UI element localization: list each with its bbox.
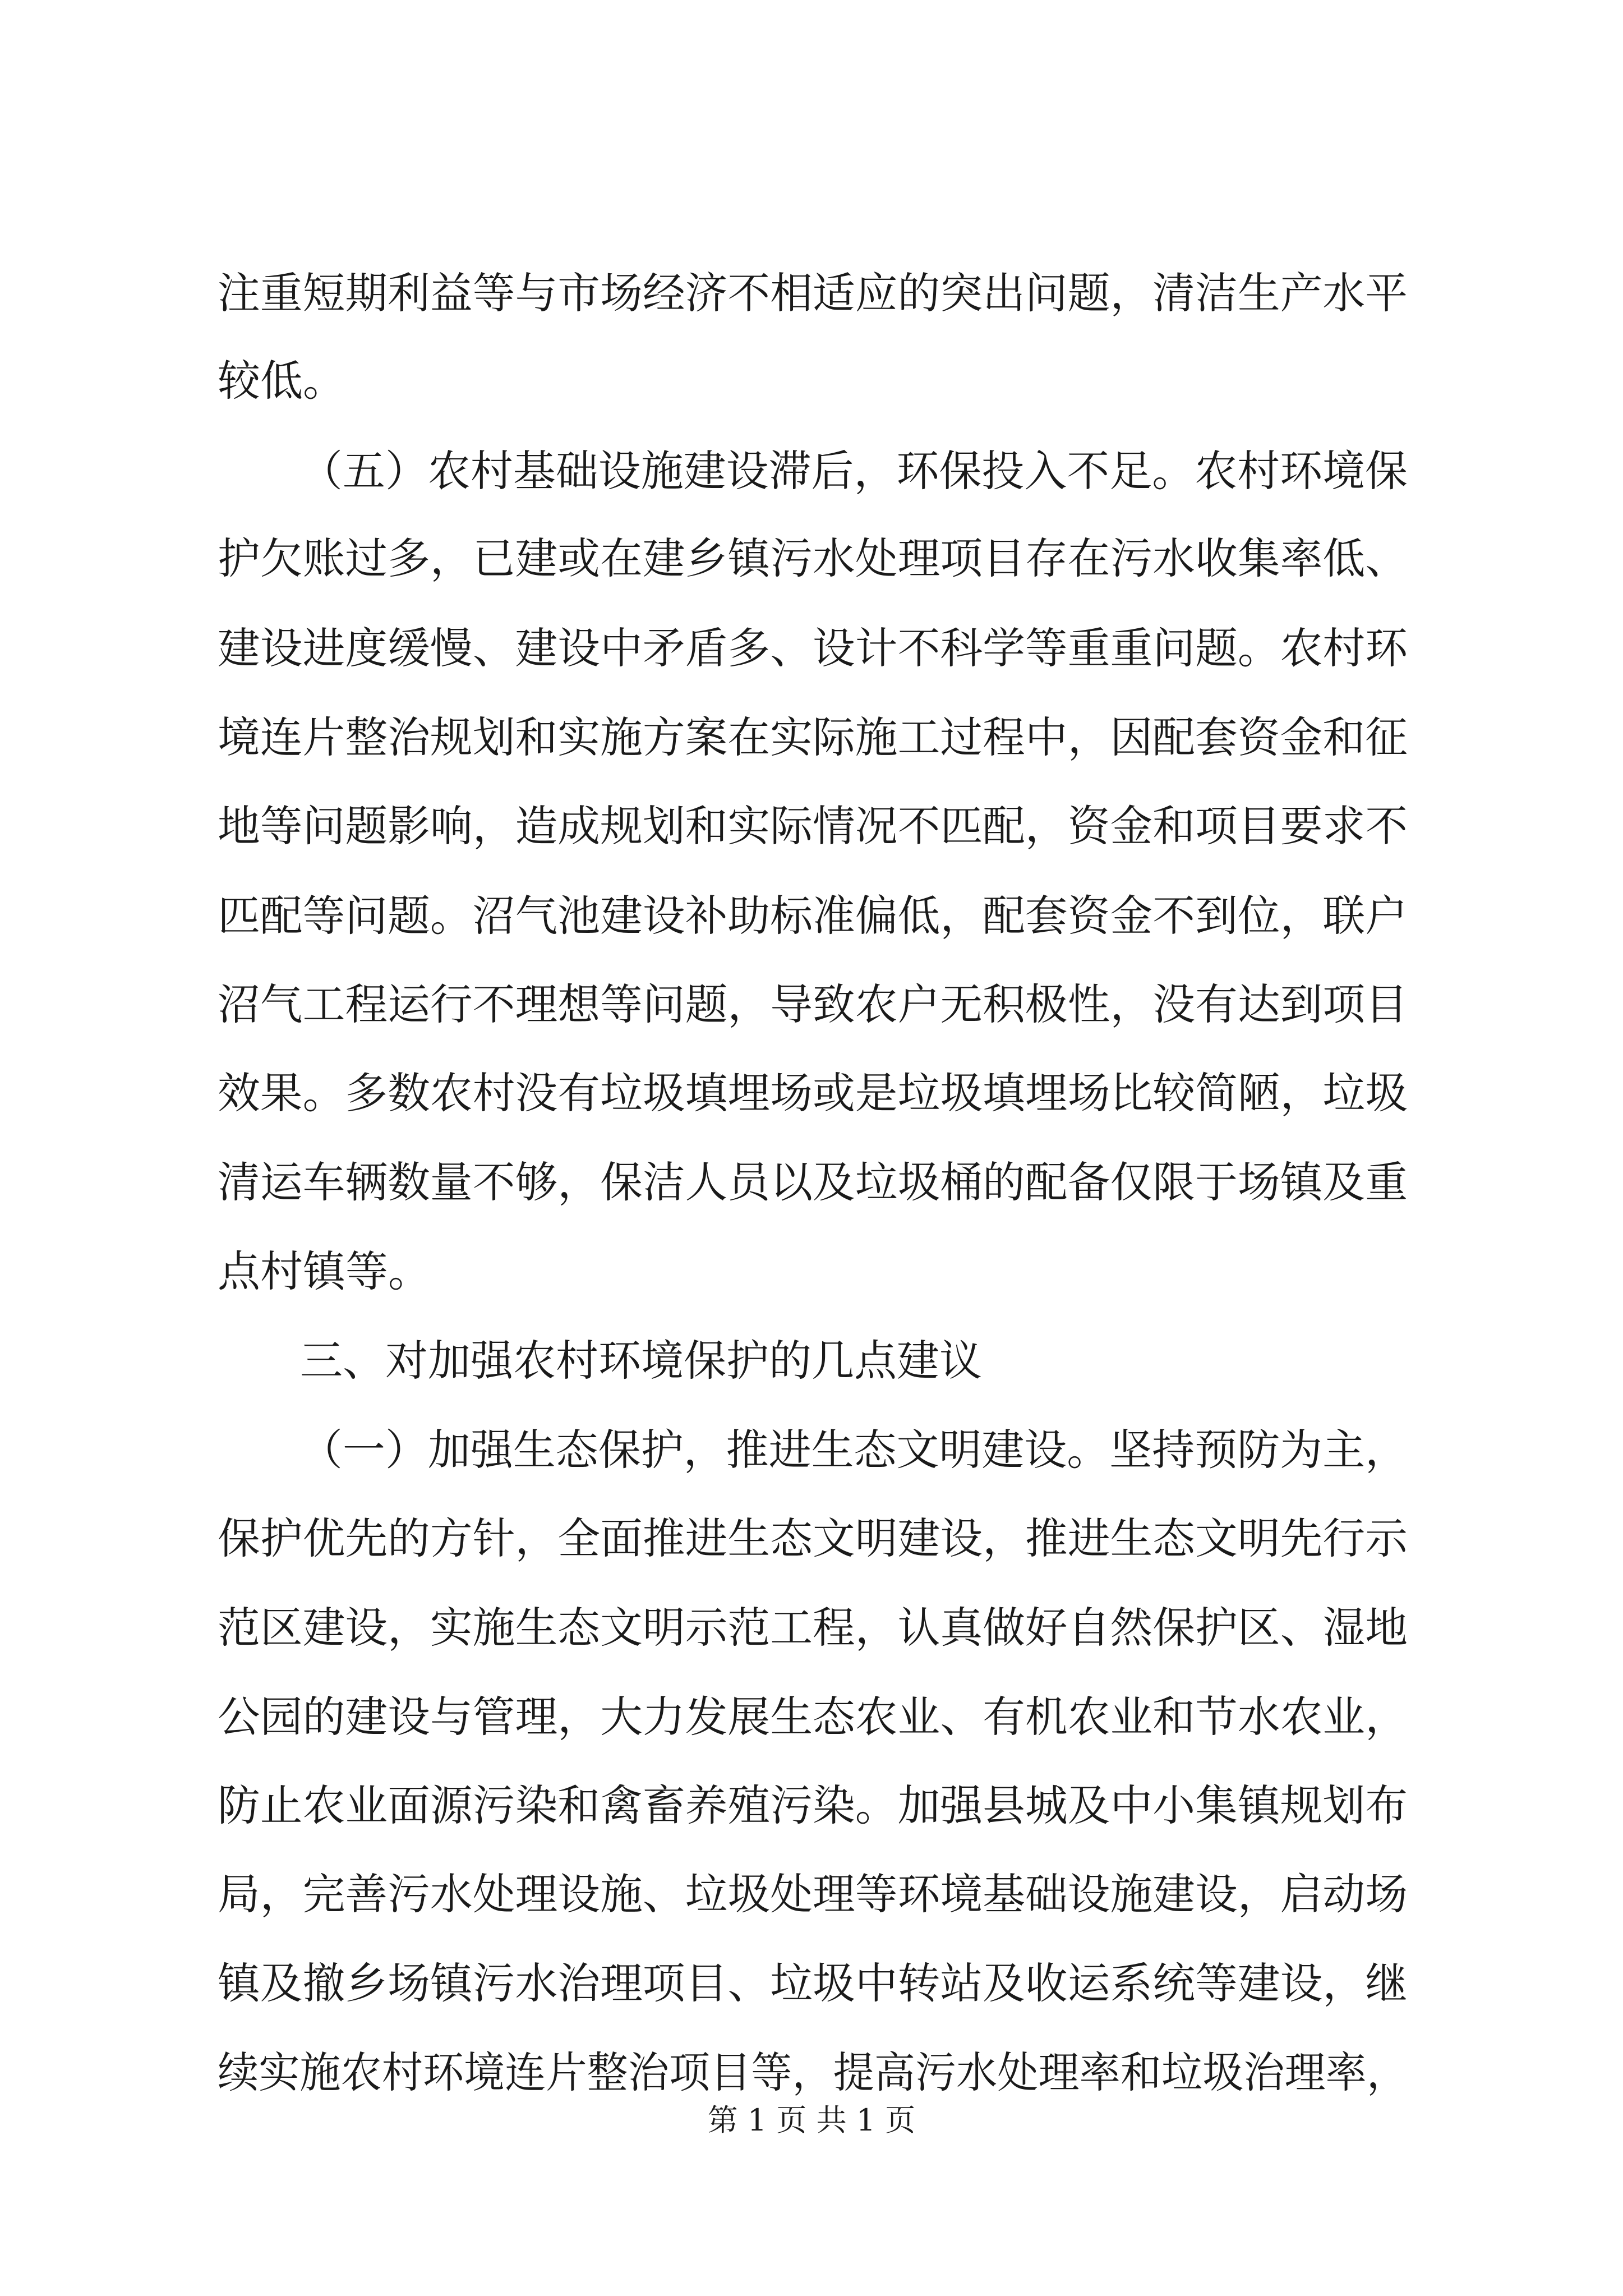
text-line: 局，完善污水处理设施、垃圾处理等环境基础设施建设，启动场 (218, 1869, 1408, 1919)
section-heading: 三、对加强农村环境保护的几点建议 (300, 1336, 982, 1386)
paragraph-heading-1: （一）加强生态保护，推进生态文明建设。坚持预防为主， (300, 1425, 1408, 1475)
text-line: 匹配等问题。沼气池建设补助标准偏低，配套资金不到位，联户 (218, 891, 1408, 941)
text-line: 建设进度缓慢、建设中矛盾多、设计不科学等重重问题。农村环 (218, 623, 1408, 673)
text-line: 保护优先的方针，全面推进生态文明建设，推进生态文明先行示 (218, 1513, 1408, 1563)
paragraph-heading-5: （五）农村基础设施建设滞后，环保投入不足。农村环境保 (300, 446, 1408, 496)
text-line: 续实施农村环境连片整治项目等，提高污水处理率和垃圾治理率， (218, 2047, 1408, 2097)
text-line: 防止农业面源污染和禽畜养殖污染。加强县城及中小集镇规划布 (218, 1780, 1408, 1830)
text-line: 点村镇等。 (218, 1246, 431, 1296)
text-line: 地等问题影响，造成规划和实际情况不匹配，资金和项目要求不 (218, 801, 1408, 851)
text-line: 公园的建设与管理，大力发展生态农业、有机农业和节水农业， (218, 1692, 1408, 1742)
text-line: 护欠账过多，已建或在建乡镇污水处理项目存在污水收集率低、 (218, 533, 1408, 583)
text-line: 注重短期利益等与市场经济不相适应的突出问题，清洁生产水平 (218, 268, 1408, 318)
text-line: 境连片整治规划和实施方案在实际施工过程中，因配套资金和征 (218, 712, 1408, 762)
text-line: 清运车辆数量不够，保洁人员以及垃圾桶的配备仅限于场镇及重 (218, 1157, 1408, 1207)
text-line: 范区建设，实施生态文明示范工程，认真做好自然保护区、湿地 (218, 1603, 1408, 1653)
text-line: 较低。 (218, 356, 345, 406)
page-number-footer: 第 1 页 共 1 页 (707, 2102, 916, 2138)
text-line: 沼气工程运行不理想等问题，导致农户无积极性，没有达到项目 (218, 979, 1408, 1029)
text-line: 镇及撤乡场镇污水治理项目、垃圾中转站及收运系统等建设，继 (218, 1958, 1408, 2008)
text-line: 效果。多数农村没有垃圾填埋场或是垃圾填埋场比较简陋，垃圾 (218, 1068, 1408, 1118)
